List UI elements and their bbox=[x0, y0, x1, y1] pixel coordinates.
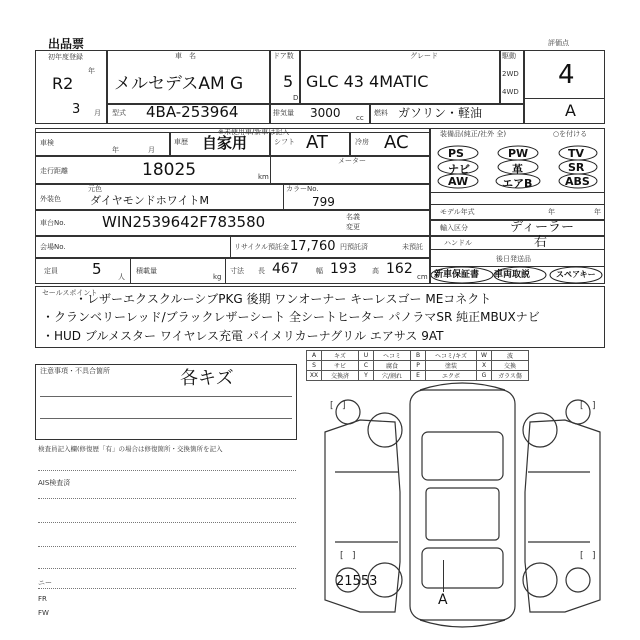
original-color-label: 元色 bbox=[88, 185, 102, 193]
inspector-line bbox=[38, 588, 296, 589]
len-value: 467 bbox=[272, 261, 299, 277]
equipment-leather: 革 bbox=[512, 163, 523, 176]
capacity-divider bbox=[130, 258, 131, 284]
dims-label: 寸法 bbox=[230, 267, 244, 275]
legend-desc: 波 bbox=[492, 351, 529, 361]
capacity-label: 定員 bbox=[44, 267, 58, 275]
capacity-unit: 人 bbox=[118, 273, 125, 281]
model-change-end: 年 bbox=[594, 208, 601, 216]
sales-line-2: ・クランベリーレッド/ブラックレザーシート 全シートヒーター パノラマSR 純正MBUXナビ bbox=[42, 310, 540, 324]
legend-code: Y bbox=[359, 371, 374, 381]
rating-value: 4 bbox=[558, 60, 575, 90]
notes-label: 注意事項・不具合箇所 bbox=[40, 367, 110, 375]
load-divider bbox=[225, 258, 226, 284]
legend-code: E bbox=[411, 371, 426, 381]
svg-text:]: ] bbox=[592, 551, 596, 561]
equipment-label: 装備品(純正/社外 全) bbox=[440, 130, 507, 138]
inspector-line bbox=[38, 470, 296, 471]
doors-value: 5 bbox=[283, 72, 294, 91]
displacement-label: 排気量 bbox=[273, 109, 294, 117]
grade-value: GLC 43 4MATIC bbox=[306, 72, 429, 91]
color-divider bbox=[283, 184, 284, 210]
len-label: 長 bbox=[258, 267, 265, 275]
warranty-circles bbox=[430, 264, 605, 286]
month-unit: 月 bbox=[94, 109, 101, 117]
wid-label: 幅 bbox=[316, 267, 323, 275]
warranty-item-1: 新車保証書 bbox=[434, 270, 480, 280]
handle-value: 右 bbox=[534, 235, 548, 250]
side-label-1: ニー bbox=[38, 579, 52, 587]
legend-code: G bbox=[477, 371, 492, 381]
recycle-suffix: 円預託済 bbox=[340, 243, 368, 251]
legend-desc: ヘコミ/キズ bbox=[426, 351, 477, 361]
legend-code: A bbox=[307, 351, 322, 361]
inspector-line bbox=[38, 568, 296, 569]
load-label: 積載量 bbox=[136, 267, 157, 275]
lot-divider bbox=[230, 236, 231, 258]
side-label-2: FR bbox=[38, 595, 47, 603]
equipment-divider bbox=[430, 192, 605, 193]
shift-label: シフト bbox=[274, 138, 295, 146]
inspector-line bbox=[38, 498, 296, 499]
svg-text:[: [ bbox=[330, 401, 334, 411]
legend-desc: キズ bbox=[322, 351, 359, 361]
legend-code: C bbox=[359, 361, 374, 371]
legend-desc: エクボ bbox=[426, 371, 477, 381]
displacement-unit: cc bbox=[356, 114, 364, 122]
legend-desc: 腐食 bbox=[374, 361, 411, 371]
legend-desc: ヘコミ bbox=[374, 351, 411, 361]
rating-label: 評価点 bbox=[548, 39, 569, 47]
svg-text:[: [ bbox=[580, 551, 584, 561]
drive-4wd: 4WD bbox=[502, 88, 519, 96]
notes-line bbox=[40, 418, 292, 419]
warranty-item-2: 車両取説 bbox=[494, 270, 531, 280]
svg-text:[: [ bbox=[580, 401, 584, 411]
name-label: 車 名 bbox=[175, 52, 196, 60]
dims-unit: cm bbox=[417, 273, 428, 281]
legend-code: X bbox=[477, 361, 492, 371]
odometer-note: 21553 bbox=[336, 574, 378, 589]
svg-text:]: ] bbox=[352, 551, 356, 561]
legend-desc: ガラス傷 bbox=[492, 371, 529, 381]
vin-label: 車台No. bbox=[40, 219, 66, 227]
year-unit: 年 bbox=[88, 67, 95, 75]
doors-sub: D bbox=[293, 94, 299, 102]
hei-label: 高 bbox=[372, 267, 379, 275]
recycle-value: 17,760 bbox=[290, 239, 336, 254]
doors-label: ドア数 bbox=[273, 52, 294, 60]
recycle-label: リサイクル預託金 bbox=[234, 243, 290, 251]
equipment-airbag: エアB bbox=[502, 177, 533, 190]
side-label-3: FW bbox=[38, 609, 49, 617]
rating-divider bbox=[524, 98, 605, 99]
drive-label: 駆動 bbox=[502, 52, 516, 60]
inspector-line bbox=[38, 522, 296, 523]
import-value: ディーラー bbox=[510, 220, 574, 235]
mileage-label: 走行距離 bbox=[40, 167, 68, 175]
notes-value: 各キズ bbox=[180, 368, 234, 389]
lot-label: 会場No. bbox=[40, 243, 66, 251]
sales-points-label: セールスポイント bbox=[42, 289, 98, 297]
notes-box bbox=[35, 364, 297, 440]
model-value: 4BA-253964 bbox=[146, 103, 239, 121]
diagram-pointer bbox=[443, 560, 444, 592]
wid-value: 193 bbox=[330, 261, 357, 277]
legend-desc: 交換 bbox=[492, 361, 529, 371]
mileage-divider bbox=[270, 156, 271, 184]
mileage-value: 18025 bbox=[142, 160, 197, 180]
owner-label: 名義 bbox=[346, 213, 360, 221]
recycle-unpaid: 未預託 bbox=[402, 243, 423, 251]
drive-2wd: 2WD bbox=[502, 70, 519, 78]
fuel-value: ガソリン・軽油 bbox=[398, 106, 483, 120]
legend-desc: サビ bbox=[322, 361, 359, 371]
equipment-abs: ABS bbox=[565, 175, 590, 188]
hei-value: 162 bbox=[386, 261, 413, 277]
mileage-unit: km bbox=[258, 173, 269, 181]
ac-value: AC bbox=[384, 132, 409, 153]
year-label: 初年度登録 bbox=[48, 53, 83, 61]
svg-text:]: ] bbox=[342, 401, 346, 411]
handle-label: ハンドル bbox=[444, 239, 472, 247]
model-label: 型式 bbox=[112, 109, 126, 117]
ac-label: 冷房 bbox=[355, 138, 369, 146]
import-label: 輸入区分 bbox=[440, 224, 468, 232]
grade-label: グレード bbox=[410, 52, 438, 60]
warranty-label: 後日発送品 bbox=[496, 255, 531, 263]
use-value: 自家用 bbox=[202, 134, 248, 152]
legend-code: U bbox=[359, 351, 374, 361]
owner-sub: 変更 bbox=[346, 223, 360, 231]
warranty-item-3: スペアキー bbox=[556, 270, 596, 279]
model-change-mid: 年 bbox=[548, 208, 555, 216]
sales-line-1: ・レザーエクスクルーシブPKG 後期 ワンオーナー キーレスゴー MEコネクト bbox=[75, 292, 492, 306]
inspection-year: 年 bbox=[112, 146, 119, 154]
car-damage-diagram bbox=[300, 372, 620, 634]
ais-label: AIS検査済 bbox=[38, 479, 71, 487]
inspection-label: 車検 bbox=[40, 139, 54, 147]
interior-value: A bbox=[565, 101, 576, 120]
legend-desc: 塗装 bbox=[426, 361, 477, 371]
equipment-ps: PS bbox=[448, 147, 464, 160]
top-note: ※未使用車/新車は記入 bbox=[218, 128, 290, 136]
equipment-sr: SR bbox=[568, 161, 585, 174]
inspection-month: 月 bbox=[148, 146, 155, 154]
legend-code: XX bbox=[307, 371, 322, 381]
era-value: R2 bbox=[52, 74, 74, 93]
name-value: メルセデスAM G bbox=[114, 74, 244, 94]
legend-code: S bbox=[307, 361, 322, 371]
use-label: 車歴 bbox=[174, 138, 188, 146]
lot-cell bbox=[35, 236, 430, 258]
equipment-tv: TV bbox=[568, 147, 585, 160]
sales-line-3: ・HUD ブルメスター ワイヤレス充電 パイメリカーナグリル エアサス 9AT bbox=[42, 329, 444, 343]
legend-desc: 穴/割れ bbox=[374, 371, 411, 381]
model-change-label: モデル年式 bbox=[440, 208, 475, 216]
legend-code: B bbox=[411, 351, 426, 361]
equipment-legend: ○を付ける bbox=[553, 130, 588, 138]
legend-desc: 交換済 bbox=[322, 371, 359, 381]
svg-text:[: [ bbox=[340, 551, 344, 561]
vin-value: WIN2539642F783580 bbox=[102, 213, 266, 231]
diagram-mark: A bbox=[438, 592, 448, 608]
displacement-value: 3000 bbox=[310, 106, 341, 120]
meter-label: メーター bbox=[338, 157, 366, 165]
svg-text:]: ] bbox=[592, 401, 596, 411]
month-value: 3 bbox=[72, 102, 81, 117]
color-value: ダイヤモンドホワイトM bbox=[90, 194, 209, 207]
equipment-aw: AW bbox=[448, 175, 469, 188]
form-title: 出品票 bbox=[48, 37, 85, 51]
load-unit: kg bbox=[213, 273, 222, 281]
fuel-label: 燃料 bbox=[374, 109, 388, 117]
legend-code: P bbox=[411, 361, 426, 371]
equipment-navi: ナビ bbox=[448, 163, 470, 176]
capacity-value: 5 bbox=[92, 260, 102, 278]
color-label: 外装色 bbox=[40, 195, 61, 203]
notes-line bbox=[40, 396, 292, 397]
inspector-note: 検査員記入欄(修復歴「有」の場合は修復箇所・交換箇所を記入 bbox=[38, 445, 223, 453]
color-code-value: 799 bbox=[312, 195, 335, 209]
legend-code: W bbox=[477, 351, 492, 361]
mileage-cell bbox=[35, 156, 430, 184]
color-code-label: カラーNo. bbox=[286, 185, 319, 193]
inspector-line bbox=[38, 546, 296, 547]
equipment-circles bbox=[430, 140, 605, 192]
equipment-pw: PW bbox=[508, 147, 529, 160]
shift-value: AT bbox=[306, 132, 328, 153]
